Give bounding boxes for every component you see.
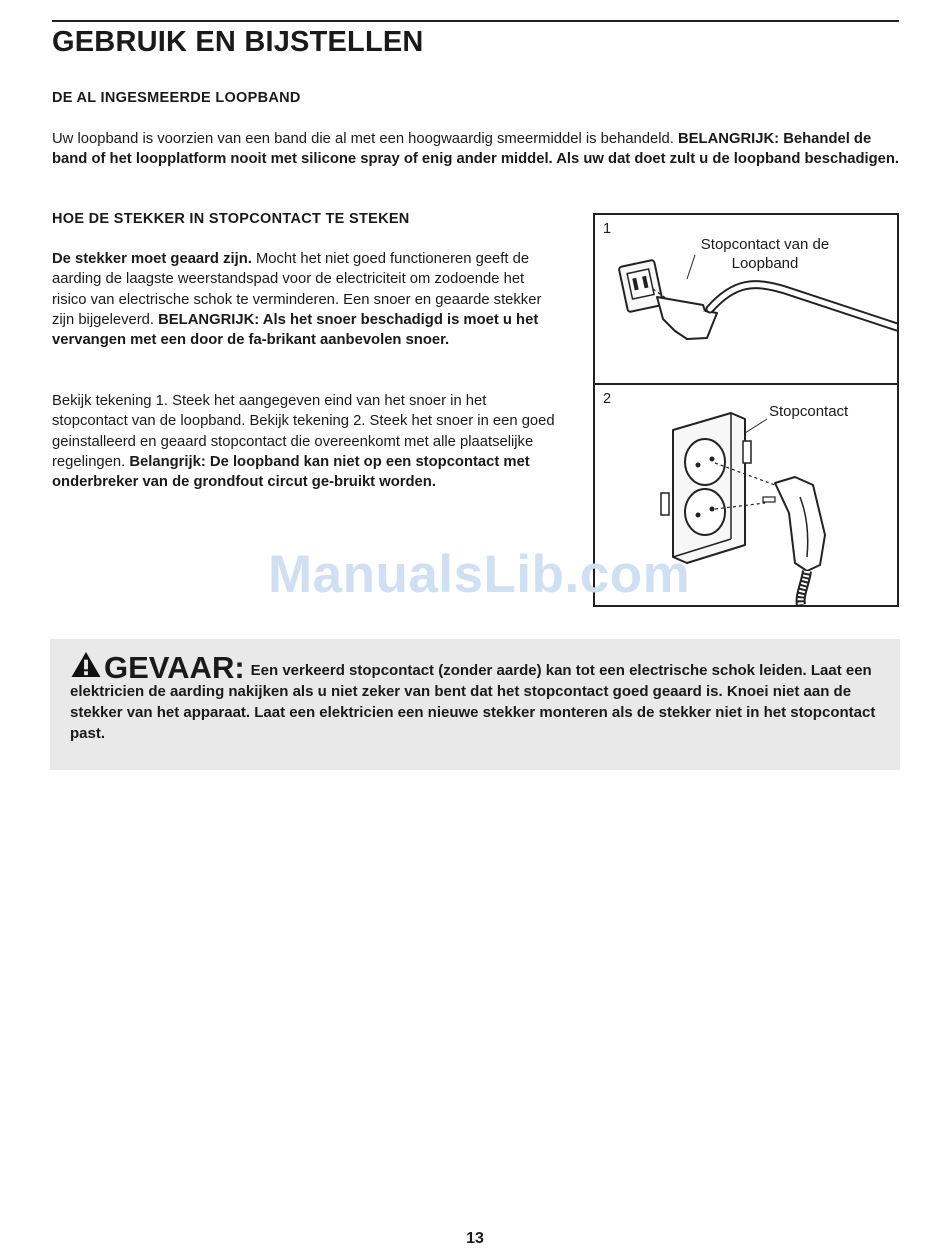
danger-title: GEVAAR: (104, 650, 245, 685)
gfci-warning: Belangrijk: De loopband kan niet op een stopcontact met onderbreker van de grondfout circut ge-bruikt worden. (52, 453, 530, 491)
figure-1-treadmill-outlet (593, 213, 899, 385)
lubricated-belt-paragraph (52, 129, 900, 170)
cord-damage-warning: BELANGRIJK: Als het snoer beschadigd is moet u het vervangen met een door de fa-brikant aanbevolen snoer. (52, 311, 539, 349)
grounding-required-text: De stekker moet geaard zijn. (52, 251, 252, 267)
danger-warning-text (70, 651, 890, 744)
plug-paragraph-1 (52, 249, 562, 350)
page-title: GEBRUIK EN BIJSTELLEN (52, 26, 424, 58)
top-rule (52, 20, 899, 22)
lubricated-belt-text: Uw loopband is voorzien van een band die al met een hoogwaardig smeermiddel is behandeld. (52, 131, 674, 147)
figure-1-number: 1 (603, 221, 612, 237)
watermark: ManualsLib.com (268, 545, 691, 604)
figure-2-number: 2 (603, 391, 612, 407)
page-number: 13 (466, 1230, 484, 1247)
warning-triangle-icon (70, 651, 102, 678)
danger-body: Een verkeerd stopcontact (zonder aarde) kan tot een electrische schok leiden. Laat een elektricien de aarding nakijken als u niet zeker van bent dat het stopcontact goed geaard is. Knoei niet aan de stekker van het apparaat. Laat een elektricien een nieuwe stekker monteren als de stekker niet in het stopcontact past. (70, 662, 876, 742)
plug-paragraph-2 (52, 391, 564, 492)
plug-paragraph-2-text: Bekijk tekening 1. Steek het aangegeven eind van het snoer in het stopcontact van de loopband. Bekijk tekening 2. Steek het snoer in een goed geinstalleerd en geaard stopcontact die overeenkomt met alle plaatselijke regelingen. (52, 393, 555, 470)
lubricated-belt-warning: BELANGRIJK: Behandel de band of het loopplatform nooit met silicone spray of enig ander middel. Als uw dat doet zult u de loopband beschadigen. (52, 131, 900, 168)
section-heading-lubricated-belt: DE AL INGESMEERDE LOOPBAND (52, 90, 301, 106)
plug-paragraph-1-text: Mocht het niet goed functioneren geeft de aarding de laagste weerstandspad voor de electriciteit om zodoende het risico van electrische schok te verminderen. Een snoer en geaarde stekker zijn bijgeleverd. (52, 251, 542, 328)
danger-warning-box (50, 639, 900, 770)
figure-2-label: Stopcontact (769, 403, 849, 420)
figure-1-label: Stopcontact van de Loopband (700, 236, 830, 272)
section-heading-plug: HOE DE STEKKER IN STOPCONTACT TE STEKEN (52, 211, 410, 227)
